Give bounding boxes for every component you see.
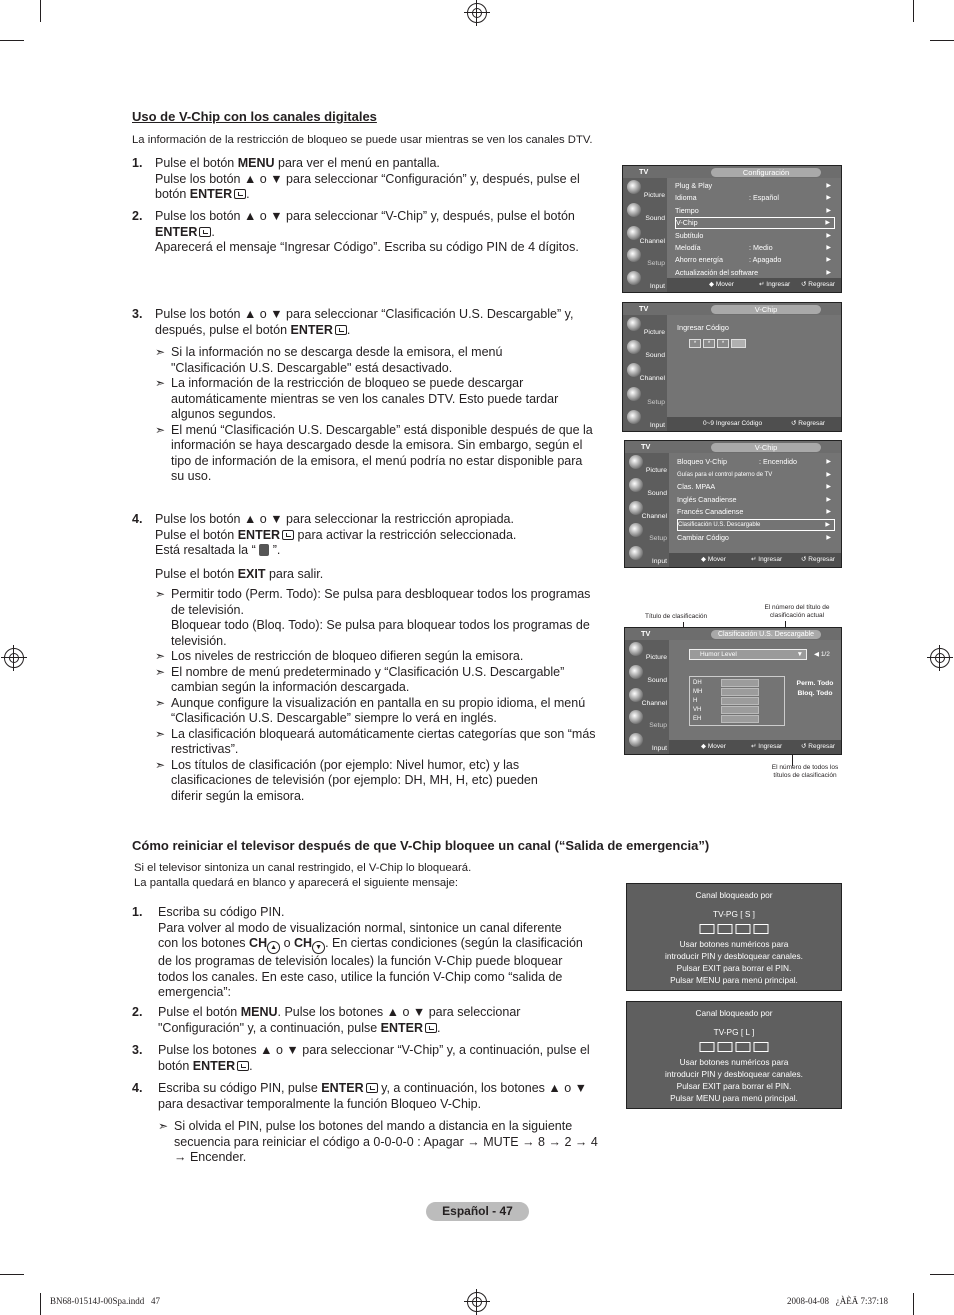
sidebar-label: Picture: [645, 654, 667, 661]
step-number: 4.: [132, 512, 143, 526]
step-number: 3.: [132, 1043, 143, 1057]
menu-item[interactable]: Melodía : Medio ▶: [675, 243, 831, 252]
sidebar-label: Setup: [647, 260, 665, 268]
note: ➣ Si olvida el PIN, pulse los botones del mando a distancia en la siguiente secuencia para reiniciar el código a 0-0-0-0 : Apagar → MUTE → 8 → 2 → 4 → Encender.: [158, 1119, 598, 1164]
sound-icon: [629, 478, 643, 492]
lock-icon: [259, 544, 269, 556]
note: ➣ Los títulos de clasificación (por ejemplo: Nivel humor, etc) y las clasificaciones de televisión (por ejemplo: DH, MH, H, etc) pueden diferir según la emisora.: [155, 757, 538, 803]
registration-mark-icon: [467, 3, 487, 23]
menu-item[interactable]: Subtítulo ▶: [675, 230, 831, 240]
blocked-rating: TV-PG [ L ]: [713, 1027, 755, 1037]
menu-item[interactable]: Ahorro energía : Apagado ▶: [675, 255, 831, 265]
block-all-button[interactable]: Bloq. Todo: [797, 690, 833, 697]
sidebar-item-input[interactable]: [625, 544, 669, 566]
sidebar-label: Sound: [647, 489, 667, 497]
menu-item[interactable]: Bloqueo V-Chip : Encendido ▶: [677, 457, 831, 466]
sidebar-label: Input: [649, 421, 665, 429]
sidebar-item-setup[interactable]: [625, 521, 669, 543]
menu-sidebar: [623, 178, 667, 292]
rating-level-row[interactable]: EH: [693, 715, 781, 723]
enter-icon: [425, 1023, 437, 1033]
setup-icon: [627, 387, 641, 401]
menu-item[interactable]: Plug & Play ▶: [675, 181, 831, 190]
note-arrow-icon: ➣: [155, 726, 166, 741]
sidebar-item-picture[interactable]: [623, 315, 667, 337]
menu-title: Clasificación U.S. Descargable: [711, 630, 821, 639]
pin-digit-box: *: [717, 339, 729, 348]
note: ➣ Permitir todo (Perm. Todo): Se pulsa para desbloquear todos los programas de televisión. Bloquear todo (Bloq. Todo): Se pulsa para bloquear todos los programas de televisión.: [155, 587, 591, 648]
enter-icon: [282, 530, 294, 540]
pin-box: [736, 924, 751, 934]
sidebar-item-sound[interactable]: [625, 663, 669, 685]
sidebar-label: Picture: [643, 329, 665, 336]
pin-digit-box: [731, 339, 746, 348]
sidebar-label: Channel: [639, 237, 665, 245]
sidebar-label: Sound: [645, 352, 665, 360]
step-2: 2. Pulse el botón MENU. Pulse los botones ▲ o ▼ para seleccionar "Configuración" y, a continuación, pulse ENTER .: [132, 1005, 521, 1035]
crop-mark: [40, 1293, 41, 1315]
pin-box: [754, 1042, 769, 1052]
crop-mark: [0, 40, 24, 41]
tv-menu-rating: TV Clasificación U.S. Descargable Picture Sound Channel Setup Input Humor Level ▼ ◀ 1/2 DH MH H VH EH Perm. Todo Bloq. Todo ◆ Mover ↵ Ingresar ↺ Regresar: [624, 627, 842, 755]
menu-item[interactable]: Francés Canadiense ▶: [677, 507, 831, 517]
sidebar-item-channel[interactable]: [625, 686, 669, 708]
menu-item[interactable]: Inglés Canadiense ▶: [677, 494, 831, 504]
sidebar-item-input[interactable]: [623, 408, 667, 430]
chevron-right-icon: ▶: [826, 207, 831, 214]
annotation-all-numbers: El número de todos los títulos de clasificación: [771, 764, 839, 779]
sidebar-item-channel[interactable]: [623, 361, 667, 383]
menu-sidebar: [625, 640, 669, 754]
sidebar-label: Channel: [639, 375, 665, 383]
sidebar-label: Sound: [647, 676, 667, 684]
blocked-msg: Usar botones numéricos para: [679, 1057, 789, 1067]
step-1: 1. Escriba su código PIN. Para volver al modo de visualización normal, sintonice un canal diferente con los botones CH ▲ o CH ▼ . En ciertas condiciones (según la clasificación de los programas de televisión locales) la función V-Chip puede bloquear todos los canales. En este caso, utilice la función V-Chip como “salida de emergencia”:: [132, 905, 583, 999]
sidebar-item-input[interactable]: [625, 731, 669, 753]
menu-title: V-Chip: [711, 443, 821, 452]
input-icon: [629, 733, 643, 747]
rating-level-row[interactable]: H: [693, 697, 781, 705]
menu-body: [669, 640, 841, 740]
note-arrow-icon: ➣: [155, 695, 166, 710]
chevron-right-icon: ▶: [826, 257, 831, 264]
blocked-msg: Pulsar EXIT para borrar el PIN.: [676, 963, 792, 973]
blocked-msg: Pulsar MENU para menú principal.: [670, 975, 798, 985]
section-title: Uso de V-Chip con los canales digitales: [132, 109, 377, 124]
note-arrow-icon: ➣: [155, 664, 166, 679]
chevron-right-icon: ▶: [826, 195, 831, 202]
blocked-channel-screen: [626, 883, 842, 991]
chevron-right-icon: ▶: [825, 522, 830, 528]
note: ➣ Si la información no se descarga desde la emisora, el menú "Clasificación U.S. Descargable" está desactivado.: [155, 345, 503, 375]
sidebar-label: Input: [651, 558, 667, 566]
sidebar-item-channel[interactable]: [625, 499, 669, 521]
enter-icon: [199, 227, 211, 237]
pin-box: [736, 1042, 751, 1052]
sidebar-label: Picture: [645, 467, 667, 474]
input-icon: [627, 271, 641, 285]
annotation-current-number: El número del título de clasificación actual: [764, 604, 830, 619]
tv-menu-vchip-code: TV V-Chip Picture Sound Channel Setup Input Ingresar Código * * * 0~9 Ingresar Código ↺ Regresar: [622, 302, 842, 432]
menu-item[interactable]: Guías para el control paterno de TV ▶: [677, 469, 835, 481]
step-4: 4. Pulse los botón ▲ o ▼ para seleccionar la restricción apropiada. Pulse el botón ENTER para activar la restricción seleccionada. Está resaltada la “ ”. Pulse el botón EXIT para salir.: [132, 512, 517, 581]
sidebar-label: Setup: [649, 722, 667, 730]
section-title: Cómo reiniciar el televisor después de que V-Chip bloquee un canal (“Salida de emergencia”): [132, 838, 710, 853]
blocked-rating: TV-PG [ S ]: [713, 909, 755, 919]
note-arrow-icon: ➣: [155, 587, 166, 601]
chevron-right-icon: ▶: [826, 484, 831, 491]
sound-icon: [627, 203, 641, 217]
chevron-right-icon: ▶: [826, 232, 831, 239]
sidebar-item-input[interactable]: [623, 269, 667, 291]
menu-item[interactable]: V-Chip ▶: [675, 217, 835, 229]
pin-box: [718, 924, 733, 934]
allow-all-button[interactable]: Perm. Todo: [796, 680, 834, 687]
enter-icon: [234, 189, 246, 199]
picture-icon: [629, 642, 643, 656]
section-intro: Si el televisor sintoniza un canal restringido, el V-Chip lo bloqueará. La pantalla quedará en blanco y aparecerá el siguiente mensaje:: [134, 862, 472, 889]
registration-mark-icon: [467, 1292, 487, 1312]
pin-box: [700, 1042, 715, 1052]
input-icon: [627, 410, 641, 424]
menu-sidebar: [625, 453, 669, 567]
menu-footer: ◆ Mover ↵ Ingresar ↺ Regresar: [669, 740, 841, 754]
setup-icon: [629, 523, 643, 537]
picture-icon: [627, 180, 641, 194]
chevron-right-icon: ▶: [826, 534, 831, 541]
rating-page-indicator: ◀ 1/2: [814, 651, 830, 658]
menu-title: Configuración: [711, 168, 821, 177]
menu-title: V-Chip: [711, 305, 821, 314]
step-number: 2.: [132, 1005, 143, 1019]
crop-mark: [913, 1293, 914, 1315]
note: ➣ El nombre de menú predeterminado y “Clasificación U.S. Descargable” cambian según la información descargada.: [155, 664, 565, 694]
sidebar-label: Setup: [647, 398, 665, 406]
setup-icon: [627, 248, 641, 262]
enter-code-label: Ingresar Código: [677, 323, 729, 332]
sidebar-label: Sound: [645, 214, 665, 222]
rating-level-row[interactable]: VH: [693, 706, 781, 714]
blocked-msg: introducir PIN y desbloquear canales.: [665, 951, 803, 961]
sidebar-item-picture[interactable]: [625, 640, 669, 662]
step-number: 4.: [132, 1081, 143, 1095]
blocked-channel-screen: [626, 1001, 842, 1109]
note-arrow-icon: ➣: [155, 757, 166, 772]
rating-level-row[interactable]: MH: [693, 688, 781, 696]
blocked-msg: Usar botones numéricos para: [679, 939, 789, 949]
sidebar-label: Setup: [649, 535, 667, 543]
sidebar-label: Channel: [641, 512, 667, 520]
note: ➣ Los niveles de restricción de bloqueo difieren según la emisora.: [155, 649, 524, 663]
page-number: Español - 47: [426, 1202, 529, 1221]
chevron-right-icon: ▶: [826, 269, 831, 276]
step-4: 4. Escriba su código PIN, pulse ENTER y, a continuación, los botones ▲ o ▼ para desactivar temporalmente la función Bloqueo V-Chip.: [132, 1081, 588, 1111]
crop-mark: [930, 1274, 954, 1275]
menu-body: [667, 315, 841, 417]
menu-footer: ◆ Mover ↵ Ingresar ↺ Regresar: [669, 553, 841, 567]
rating-level-row[interactable]: DH: [693, 679, 781, 687]
step-number: 1.: [132, 156, 143, 170]
pin-box: [718, 1042, 733, 1052]
step-3: 3. Pulse los botón ▲ o ▼ para seleccionar “Clasificación U.S. Descargable” y, después, pulse el botón ENTER .: [132, 307, 574, 337]
note-arrow-icon: ➣: [155, 345, 166, 359]
tv-menu-vchip: TV V-Chip Picture Sound Channel Setup Input Bloqueo V-Chip : Encendido ▶ Guías para el control paterno de TV ▶ Clas. MPAA ▶ Inglés Canadiense ▶ Francés Canadiense ▶ Clasificación U.S. Descargable ▶ Cambiar Código ▶ ◆ Mover ↵ Ingresar ↺ Regresar: [624, 440, 842, 568]
rating-lock-box: [721, 688, 759, 696]
menu-body: [669, 453, 841, 553]
rating-lock-box: [721, 697, 759, 705]
rating-lock-box: [721, 715, 759, 723]
chevron-up-icon: ▲: [267, 941, 280, 954]
enter-icon: [366, 1083, 378, 1093]
registration-mark-icon: [930, 648, 950, 668]
note: ➣ Aunque configure la visualización en pantalla en su propio idioma, el menú “Clasificación U.S. Descargable” siempre lo verá en inglés.: [155, 695, 586, 725]
crop-mark: [930, 40, 954, 41]
blocked-msg: Pulsar EXIT para borrar el PIN.: [676, 1081, 792, 1091]
menu-item[interactable]: Tiempo ▶: [675, 205, 831, 215]
sidebar-item-sound[interactable]: [623, 338, 667, 360]
sidebar-item-picture[interactable]: [623, 178, 667, 200]
chevron-right-icon: ▶: [826, 183, 831, 189]
crop-mark: [0, 1274, 24, 1275]
menu-item[interactable]: Idioma : Español ▶: [675, 193, 831, 203]
note-arrow-icon: ➣: [155, 649, 166, 663]
chevron-right-icon: ▶: [826, 496, 831, 503]
chevron-right-icon: ▶: [826, 471, 831, 478]
crop-mark: [40, 0, 41, 22]
menu-footer: ◆ Mover ↵ Ingresar ↺ Regresar: [667, 278, 841, 292]
rating-lock-box: [721, 706, 759, 714]
rating-lock-box: [721, 679, 759, 687]
menu-body: [667, 178, 841, 278]
rating-levels-table: [689, 676, 785, 726]
pin-digits[interactable]: [689, 339, 746, 348]
note-arrow-icon: ➣: [158, 1119, 169, 1133]
file-name: BN68-01514J-00Spa.indd 47: [50, 1296, 160, 1306]
annotation-rating-title: Título de clasificación: [645, 613, 708, 620]
menu-item[interactable]: Actualización del software ▶: [675, 267, 831, 277]
pin-digit-box: *: [689, 339, 701, 348]
note: ➣ La clasificación bloqueará automáticamente ciertas categorías que son “más restrictivas”.: [155, 726, 596, 756]
sidebar-label: Input: [651, 745, 667, 753]
menu-footer: 0~9 Ingresar Código ↺ Regresar: [667, 417, 841, 431]
step-number: 3.: [132, 307, 143, 321]
pin-input-boxes[interactable]: [700, 1042, 769, 1052]
picture-icon: [627, 317, 641, 331]
sidebar-item-setup[interactable]: [623, 385, 667, 407]
chevron-right-icon: ▶: [825, 220, 830, 227]
step-2: 2. Pulse los botón ▲ o ▼ para seleccionar “V-Chip” y, después, pulse el botón ENTER . Aparecerá el mensaje “Ingresar Código”. Escriba su código PIN de 4 dígitos.: [132, 209, 579, 254]
chevron-right-icon: ▶: [826, 459, 831, 465]
step-1: 1. Pulse el botón MENU para ver el menú en pantalla. Pulse los botón ▲ o ▼ para seleccionar “Configuración” y, después, pulse el botón ENTER .: [132, 156, 580, 201]
pin-digit-box: *: [703, 339, 715, 348]
sidebar-item-setup[interactable]: [625, 708, 669, 730]
enter-icon: [335, 325, 347, 335]
menu-item[interactable]: Clas. MPAA ▶: [677, 482, 831, 492]
chevron-right-icon: ▶: [826, 245, 831, 251]
menu-sidebar: [623, 315, 667, 431]
menu-item[interactable]: Cambiar Código ▶: [677, 532, 831, 542]
blocked-title: Canal bloqueado por: [695, 1008, 773, 1018]
note: ➣ El menú “Clasificación U.S. Descargable” está disponible después de que la información se haya descargado desde la emisora. Sin embargo, según el tipo de información de la emisora, el menú podría no estar disponible para su uso.: [155, 422, 593, 483]
chevron-down-icon: ▼: [312, 941, 325, 954]
input-icon: [629, 546, 643, 560]
step-number: 2.: [132, 209, 143, 223]
pin-input-boxes[interactable]: [700, 924, 769, 934]
step-number: 1.: [132, 905, 143, 919]
pin-box: [754, 924, 769, 934]
registration-mark-icon: [4, 648, 24, 668]
sidebar-label: Channel: [641, 699, 667, 707]
sidebar-label: Picture: [643, 192, 665, 199]
sidebar-label: Input: [649, 283, 665, 291]
blocked-title: Canal bloqueado por: [695, 890, 773, 900]
sidebar-item-sound[interactable]: [623, 201, 667, 223]
section-intro: La información de la restricción de bloqueo se puede usar mientras se ven los canales DTV.: [132, 134, 593, 146]
tv-menu-config: TV Configuración Picture Sound Channel Setup Input Plug & Play ▶ Idioma : Español ▶ Tiempo ▶ V-Chip ▶ Subtítulo ▶ Melodía : Medio ▶ Ahorro energía : Apagado ▶ Actualización del software ▶ ◆ Mover ↵ Ingresar ↺ Regresar: [622, 165, 842, 293]
sound-icon: [627, 340, 641, 354]
note-arrow-icon: ➣: [155, 376, 166, 390]
setup-icon: [629, 710, 643, 724]
chevron-right-icon: ▶: [826, 509, 831, 516]
blocked-msg: Pulsar MENU para menú principal.: [670, 1093, 798, 1103]
sound-icon: [629, 665, 643, 679]
sidebar-item-setup[interactable]: [623, 246, 667, 268]
note: ➣ La información de la restricción de bloqueo se puede descargar automáticamente mientras se ven los canales DTV. Esto puede tardar algunos segundos.: [155, 376, 559, 421]
step-3: 3. Pulse los botones ▲ o ▼ para seleccionar “V-Chip” y, a continuación, pulse el botón ENTER .: [132, 1043, 590, 1073]
note-arrow-icon: ➣: [155, 422, 166, 437]
sidebar-item-picture[interactable]: [625, 453, 669, 475]
blocked-msg: introducir PIN y desbloquear canales.: [665, 1069, 803, 1079]
picture-icon: [629, 455, 643, 469]
menu-item[interactable]: Clasificación U.S. Descargable ▶: [677, 519, 835, 531]
rating-title-dropdown[interactable]: Humor Level ▼: [689, 649, 807, 660]
print-timestamp: 2008-04-08 ¿ÀÈÄ 7:37:18: [787, 1296, 888, 1306]
pin-box: [700, 924, 715, 934]
sidebar-item-sound[interactable]: [625, 476, 669, 498]
crop-mark: [913, 0, 914, 22]
enter-icon: [237, 1061, 249, 1071]
sidebar-item-channel[interactable]: [623, 224, 667, 246]
